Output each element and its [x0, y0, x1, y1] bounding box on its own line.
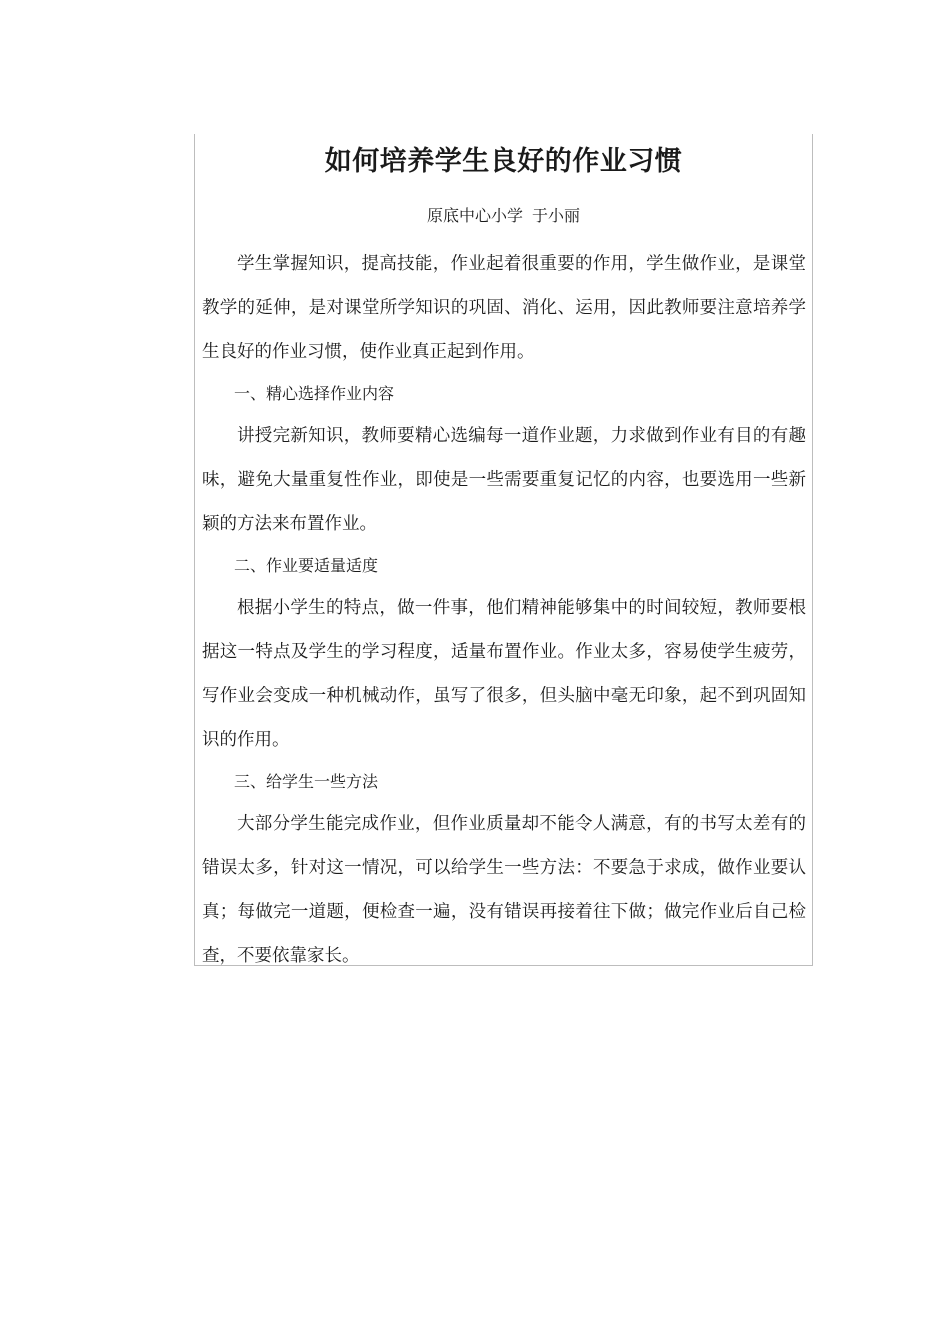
section-paragraph-1: 讲授完新知识，教师要精心选编每一道作业题，力求做到作业有目的有趣味，避免大量重复性作业，即使是一些需要重复记忆的内容，也要选用一些新颖的方法来布置作业。	[202, 426, 806, 534]
section-paragraph-3: 大部分学生能完成作业，但作业质量却不能令人满意，有的书写太差有的错误太多，针对这一情况，可以给学生一些方法：不要急于求成，做作业要认真；每做完一道题，便检查一遍，没有错误再接着往下做；做完作业后自己检查，不要依靠家长。	[202, 814, 806, 966]
section-heading-3: 三、给学生一些方法	[234, 772, 379, 791]
document-page	[194, 134, 813, 966]
document-author: 原底中心小学 于小丽	[426, 206, 581, 225]
section-paragraph-2: 根据小学生的特点，做一件事，他们精神能够集中的时间较短，教师要根据这一特点及学生的学习程度，适量布置作业。作业太多，容易使学生疲劳，写作业会变成一种机械动作，虽写了很多，但头脑中毫无印象，起不到巩固知识的作用。	[202, 598, 806, 750]
section-heading-2: 二、作业要适量适度	[234, 556, 379, 575]
section-heading-1: 一、精心选择作业内容	[234, 384, 395, 403]
document-title: 如何培养学生良好的作业习惯	[324, 146, 683, 177]
intro-paragraph: 学生掌握知识，提高技能，作业起着很重要的作用，学生做作业，是课堂教学的延伸，是对课堂所学知识的巩固、消化、运用，因此教师要注意培养学生良好的作业习惯，使作业真正起到作用。	[202, 254, 806, 362]
document-body	[202, 242, 806, 978]
